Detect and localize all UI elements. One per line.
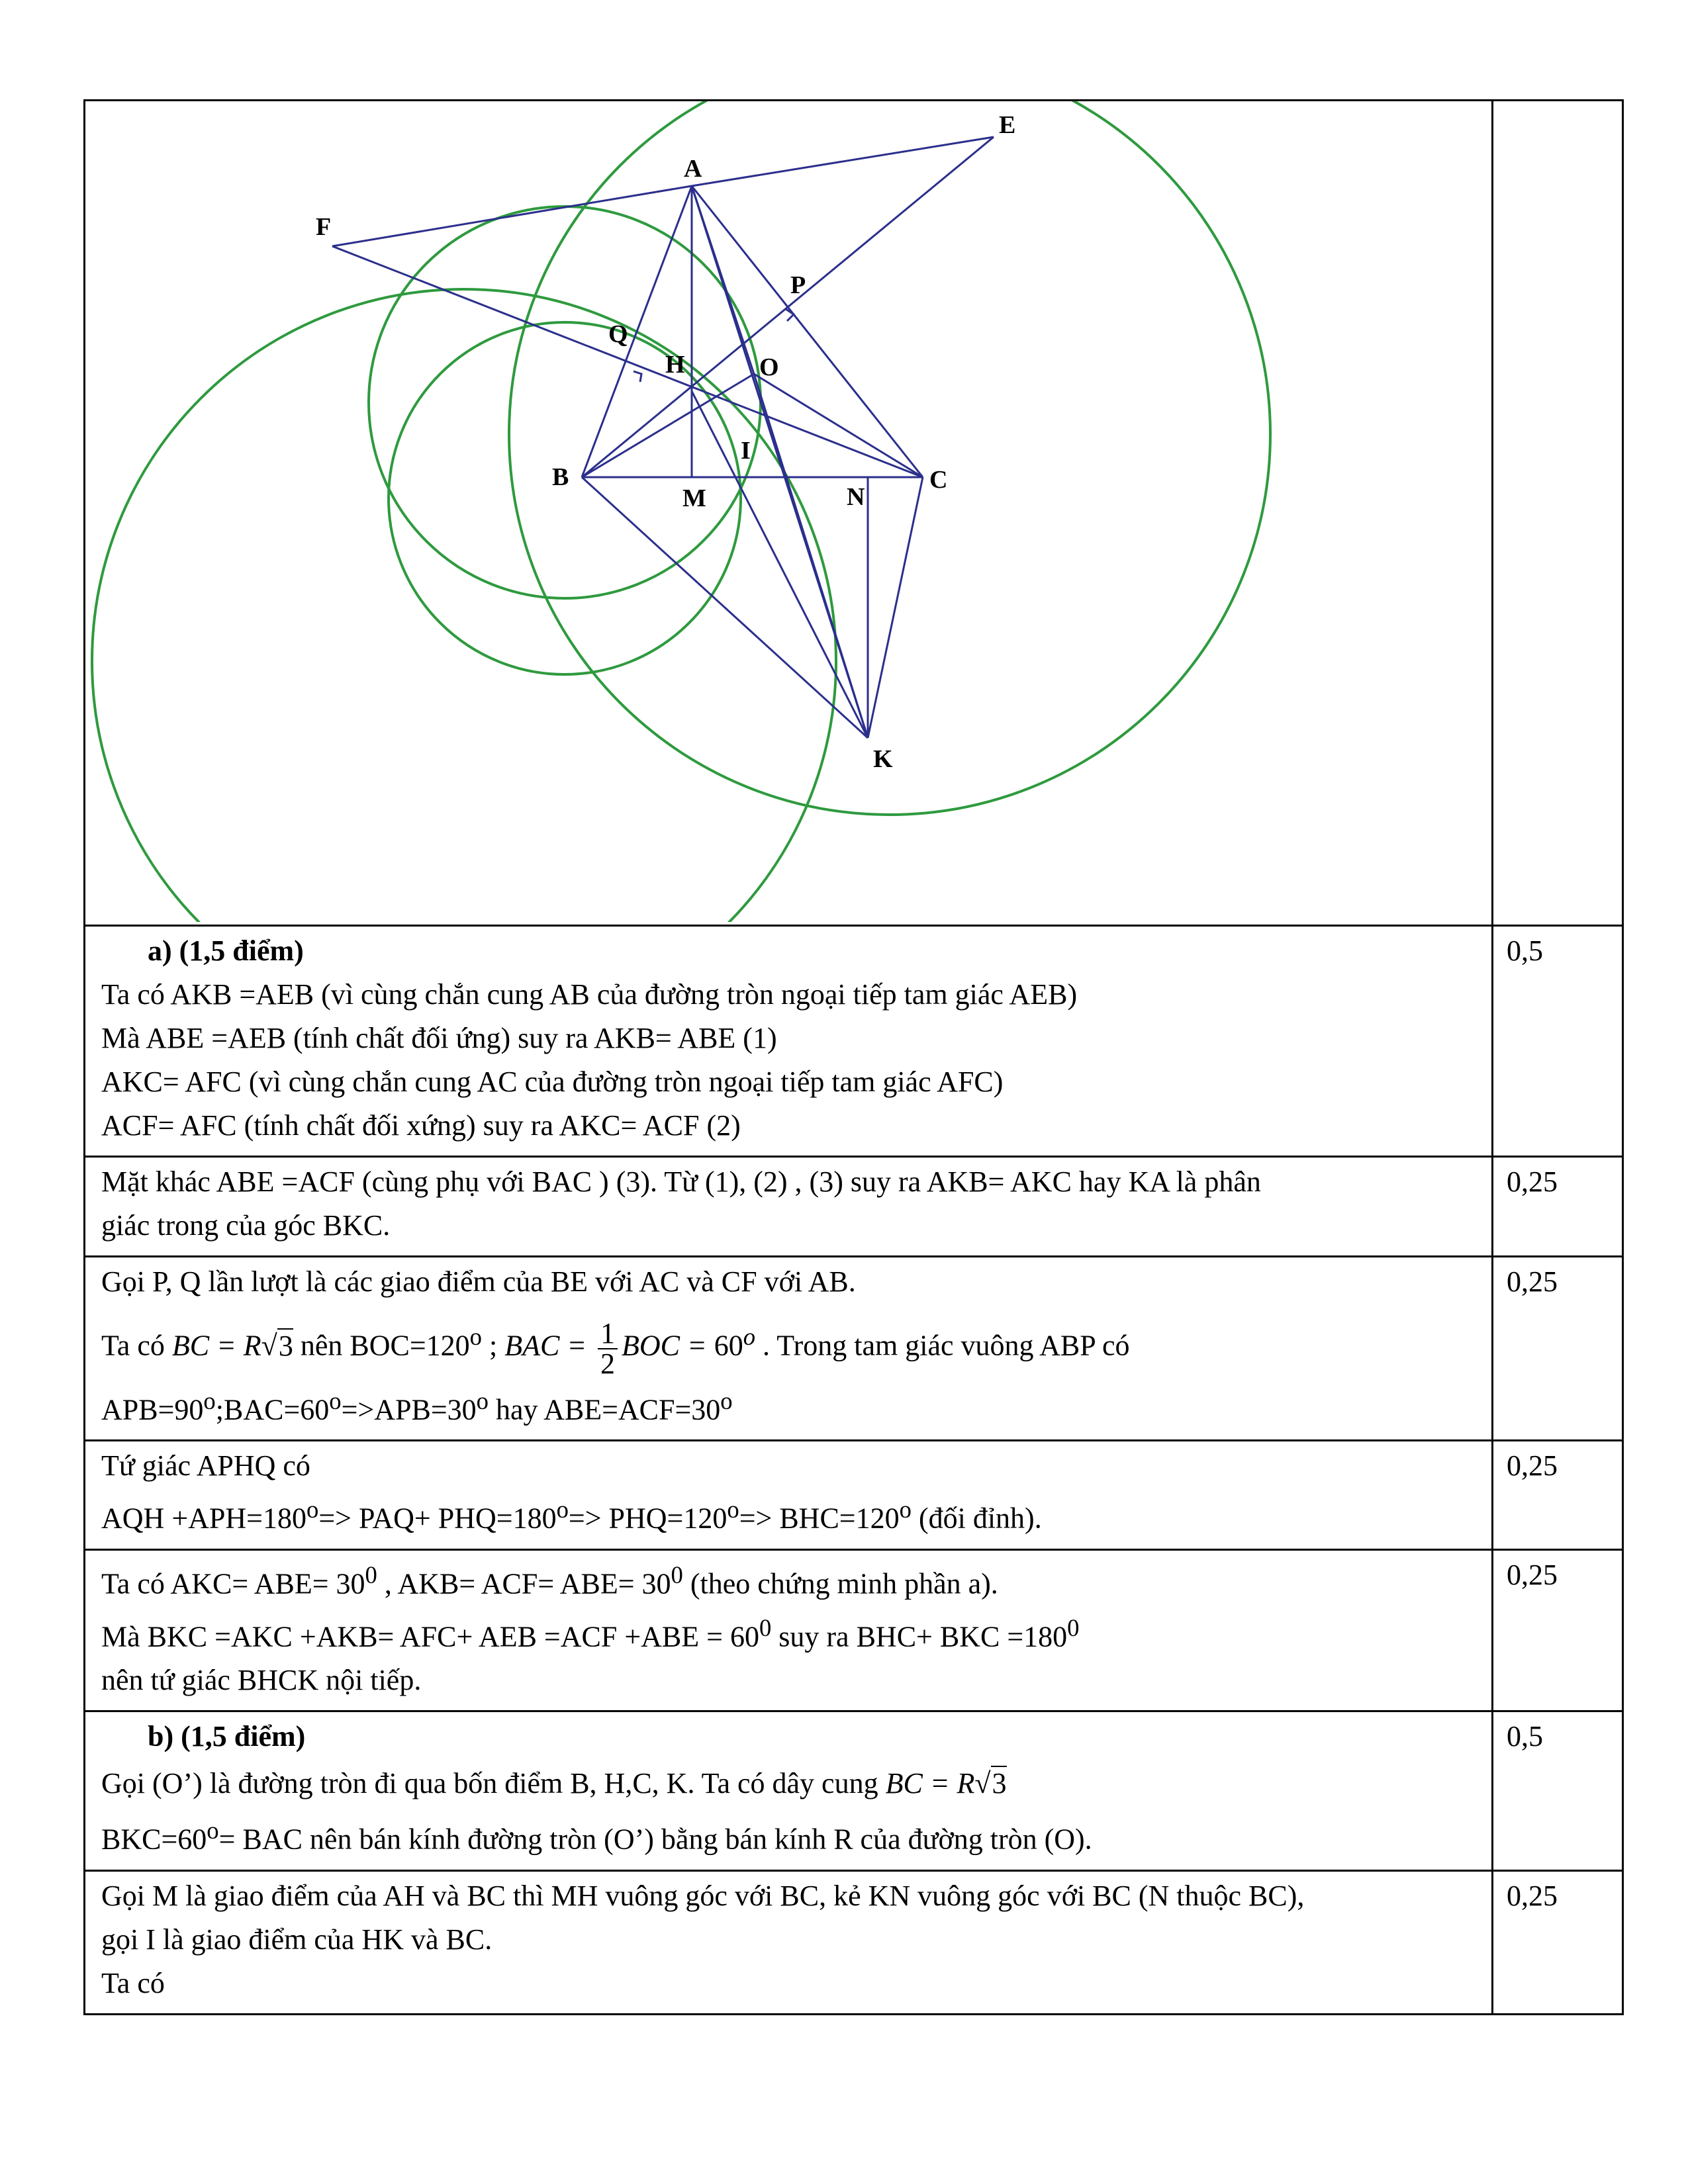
text-line <box>101 1809 1476 1862</box>
row-angles <box>85 1257 1623 1441</box>
text-line <box>101 1553 1476 1606</box>
figure-cell <box>85 101 1493 926</box>
text-part: (đối đỉnh). <box>911 1502 1042 1535</box>
radicand: 3 <box>278 1329 293 1362</box>
label-k: K <box>873 745 893 773</box>
score: 0,25 <box>1493 1157 1623 1257</box>
line-ck <box>868 477 923 738</box>
degree: o <box>743 1323 756 1350</box>
formula-bc: BC = R <box>171 1329 261 1362</box>
text-part: =>APB=30 <box>341 1393 477 1426</box>
fraction-half <box>598 1316 618 1380</box>
degree: o <box>203 1387 216 1414</box>
line-fc <box>332 246 923 477</box>
superscript-zero: 0 <box>1067 1614 1080 1641</box>
row-bhck <box>85 1549 1623 1711</box>
formula-boc: BOC = <box>622 1329 714 1362</box>
text-part: nên BOC=120 <box>293 1329 470 1362</box>
degree: o <box>556 1496 569 1524</box>
line-af <box>332 186 692 246</box>
text-line: AKC= AFC (vì cùng chắn cung AC của đường tròn ngoại tiếp tam giác AFC) <box>101 1066 1004 1098</box>
text-line: ACF= AFC (tính chất đối xứng) suy ra AKC= ACF (2) <box>101 1109 741 1142</box>
denominator: 2 <box>600 1347 616 1380</box>
sqrt-sign: √ <box>261 1329 277 1362</box>
text-part: = BAC nên bán kính đường tròn (O’) bằng bán kính R của đường tròn (O). <box>218 1823 1092 1856</box>
text-line: gọi I là giao điểm của HK và BC. <box>101 1923 492 1956</box>
label-h: H <box>665 351 685 379</box>
text-line: Mặt khác ABE =ACF (cùng phụ với BAC ) (3). Từ (1), (2) , (3) suy ra AKB= AKC hay KA là phân <box>101 1165 1261 1198</box>
text-part: Mà BKC =AKC +AKB= AFC+ AEB =ACF +ABE = 60 <box>101 1620 759 1653</box>
text-line: Gọi P, Q lần lượt là các giao điểm của BE với AC và CF với AB. <box>101 1265 856 1298</box>
text-line <box>101 1488 1476 1541</box>
text-part: => PAQ+ PHQ=180 <box>318 1502 557 1535</box>
score: 0,25 <box>1493 1870 1623 2014</box>
degree: o <box>306 1496 319 1524</box>
numerator: 1 <box>598 1319 618 1349</box>
row-mn-content <box>85 1870 1493 2014</box>
text-part: Ta có AKC= ABE= 30 <box>101 1567 365 1600</box>
row-bisector-content <box>85 1157 1493 1257</box>
row-part-b <box>85 1711 1623 1871</box>
line-hk <box>692 391 868 738</box>
text-part: ; <box>481 1329 505 1362</box>
text-part: APB=90 <box>101 1393 204 1426</box>
formula-bac: BAC = <box>504 1329 594 1362</box>
text-part: suy ra BHC+ BKC =180 <box>771 1620 1068 1653</box>
value-60: 60 <box>714 1329 743 1362</box>
part-b-header: b) (1,5 điểm) <box>148 1720 306 1753</box>
row-mn <box>85 1870 1623 2014</box>
row-aphq-content <box>85 1441 1493 1550</box>
label-c: C <box>929 466 948 494</box>
row-bisector <box>85 1157 1623 1257</box>
text-line <box>101 1606 1476 1659</box>
label-f: F <box>316 213 332 241</box>
formula-line <box>101 1304 1476 1379</box>
sqrt-sign: √ <box>974 1767 991 1800</box>
text-line: Ta có AKB =AEB (vì cùng chắn cung AB của đường tròn ngoại tiếp tam giác AEB) <box>101 978 1078 1011</box>
score: 0,5 <box>1493 926 1623 1157</box>
formula-bc: BC = R <box>885 1767 975 1800</box>
label-i: I <box>741 437 751 465</box>
label-q: Q <box>608 320 628 348</box>
line-ac <box>692 186 923 477</box>
text-line: nên tứ giác BHCK nội tiếp. <box>101 1664 422 1697</box>
label-e: E <box>999 111 1016 139</box>
formula-line <box>101 1758 1476 1809</box>
figure-row <box>85 101 1623 926</box>
row-aphq <box>85 1441 1623 1550</box>
text-part: hay ABE=ACF=30 <box>488 1393 721 1426</box>
degree: o <box>720 1387 733 1414</box>
text-part: Gọi (O’) là đường tròn đi qua bốn điểm B, H,C, K. Ta có dây cung <box>101 1767 886 1800</box>
row-angles-content <box>85 1257 1493 1441</box>
right-angle-p <box>786 309 794 321</box>
row-part-a-content <box>85 926 1493 1157</box>
row-part-a <box>85 926 1623 1157</box>
degree: o <box>727 1496 739 1524</box>
line-ao <box>692 186 754 374</box>
line-ab <box>582 186 692 477</box>
label-a: A <box>684 155 702 183</box>
text-part: Ta có <box>101 1329 172 1362</box>
right-angle-q <box>633 371 641 382</box>
degree: o <box>207 1817 219 1844</box>
radicand: 3 <box>992 1767 1007 1800</box>
part-a-header: a) (1,5 điểm) <box>148 934 304 967</box>
text-part: AQH +APH=180 <box>101 1502 306 1535</box>
text-part: ;BAC=60 <box>215 1393 330 1426</box>
text-part: => BHC=120 <box>739 1502 900 1535</box>
label-p: P <box>790 271 806 299</box>
geometry-figure <box>85 101 1491 922</box>
label-n: N <box>847 483 865 511</box>
text-part: => PHQ=120 <box>568 1502 727 1535</box>
text-line: Gọi M là giao điểm của AH và BC thì MH vuông góc với BC, kẻ KN vuông góc với BC (N thuộc BC), <box>101 1879 1305 1912</box>
label-m: M <box>682 484 706 512</box>
label-b: B <box>552 463 569 491</box>
score: 0,25 <box>1493 1549 1623 1711</box>
score: 0,5 <box>1493 1711 1623 1871</box>
label-o: O <box>759 353 779 381</box>
figure-score-cell <box>1493 101 1623 926</box>
superscript-zero: 0 <box>671 1561 683 1588</box>
row-bhck-content <box>85 1549 1493 1711</box>
degree: o <box>899 1496 912 1524</box>
degree: o <box>469 1323 482 1350</box>
circle-afc <box>92 289 836 922</box>
text-line: Mà ABE =AEB (tính chất đối ứng) suy ra AKB= ABE (1) <box>101 1022 777 1054</box>
superscript-zero: 0 <box>365 1561 377 1588</box>
text-part: BKC=60 <box>101 1823 207 1856</box>
text-line: Ta có <box>101 1966 165 1999</box>
score: 0,25 <box>1493 1441 1623 1550</box>
circle-o <box>369 206 761 598</box>
text-line <box>101 1379 1476 1432</box>
superscript-zero: 0 <box>759 1614 772 1641</box>
solution-table <box>83 99 1624 2015</box>
text-line: giác trong của góc BKC. <box>101 1209 391 1242</box>
text-part: . Trong tam giác vuông ABP có <box>755 1329 1130 1362</box>
line-ae <box>692 137 994 186</box>
text-part: , AKB= ACF= ABE= 30 <box>377 1567 671 1600</box>
text-line: Tứ giác APHQ có <box>101 1449 310 1482</box>
row-part-b-content <box>85 1711 1493 1871</box>
line-ok <box>754 374 868 738</box>
score: 0,25 <box>1493 1257 1623 1441</box>
degree: o <box>476 1387 489 1414</box>
degree: o <box>329 1387 342 1414</box>
text-part: (theo chứng minh phần a). <box>682 1567 998 1600</box>
